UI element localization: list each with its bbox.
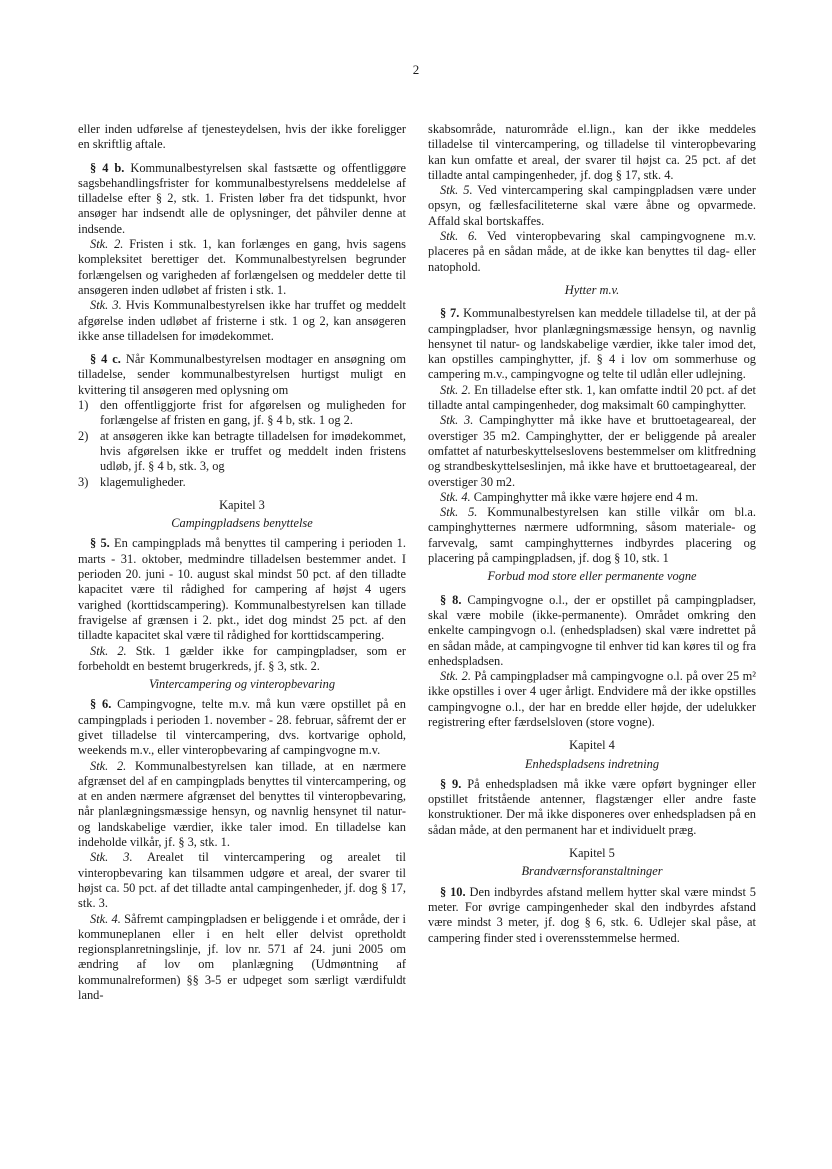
stk-text: Såfremt campingpladsen er beliggende i et område, der i kommuneplanen eller i en helt eller delvist opretholdt regionsplanretningslinje, jf. lov nr. 571 af 24. juni 2005 om ændring af lov om planlægning (Udmøntning af kommunalreformen) §§ 3-5 er udpeget som særligt værdifuldt land-: [78, 911, 406, 1003]
section-number: § 9.: [440, 776, 462, 791]
chapter-heading: Kapitel 4: [569, 738, 615, 753]
chapter-subheading: Campingpladsens benyttelse: [171, 516, 313, 531]
section-text: En campingplads må benyttes til campering i perioden 1. marts - 31. oktober, medmindre tilladelsen bestemmer andet. I perioden 20. juni - 10. august skal mindst 50 pct. af den tilladte kapacitet være til rådighed for campering af højst 4 ugers varighed (korttidscampering). Kommunalbestyrelsen kan tillade fravigelse af grænsen i 2. pkt., idet dog mindst 25 pct. af den tilladte kapacitet skal være til rådighed for korttidscampering.: [78, 536, 406, 643]
section-8: [428, 593, 756, 669]
stk-text: Kommunalbestyrelsen kan stille vilkår om bl.a. campinghytternes nærmere udformning, såsom materiale- og farvevalg, samt campinghytternes indbyrdes placering og placering på campingpladsen, jf. dog § 10, stk. 1: [428, 505, 756, 566]
stk-text: Stk. 1 gælder ikke for campingpladser, som er forbeholdt en bestemt brugerkreds, jf. § 3, stk. 2.: [78, 643, 406, 673]
section-text: På enhedspladsen må ikke være opført bygninger eller opstillet fritstående antenner, flagstænger eller andre faste konstruktioner. Der må ikke disponeres over enhedspladsen på en sådan måde, at den permanent har et individuelt præg.: [428, 776, 756, 837]
stk-label: Stk. 5.: [440, 183, 473, 198]
stk-label: Stk. 5.: [440, 505, 478, 520]
stk-text: Kommunalbestyrelsen kan tillade, at en nærmere afgrænset del af en campingplads benyttes til vintercampering, og at en anden nærmere afgrænset del benyttes til vinteropbevaring, når planlægningsmæssige hensyn, og navnlig hensynet til natur- og landskabelige værdier, ikke taler imod. En tilladelse kan indeholde vilkår, jf. § 3, stk. 1.: [78, 758, 406, 850]
section-number: § 5.: [90, 536, 110, 551]
section-4c: [78, 352, 406, 398]
stk-label: Stk. 4.: [440, 489, 471, 504]
section-text: Den indbyrdes afstand mellem hytter skal være mindst 5 meter. For øvrige campingenheder skal den indbyrdes afstand være mindst 3 meter, jf. dog § 6, stk. 6. Udlejer skal påse, at campering finder sted i overensstemmelse hermed.: [428, 884, 756, 945]
list-item: [78, 475, 406, 490]
section-4b: [78, 161, 406, 237]
stk-label: Stk. 2.: [90, 758, 127, 773]
section-5: [78, 536, 406, 643]
chapter-heading: Kapitel 3: [219, 497, 265, 512]
left-column: [78, 122, 406, 1003]
stk-label: Stk. 2.: [90, 237, 124, 252]
stk-text: Ved vintercampering skal campingpladsen være under opsyn, og fællesfaciliteterne skal være åbne og opvarmede. Affald skal bortskaffes.: [428, 183, 756, 228]
stk-label: Stk. 4.: [90, 911, 121, 926]
stk-text: Fristen i stk. 1, kan forlænges en gang, hvis sagens kompleksitet berettiger det. Kommunalbestyrelsen begrunder forlængelsen og varigheden af forlængelsen og meddeler dette til ansøgeren inden udløbet af fristen i stk. 1.: [78, 237, 406, 297]
list-item-text: klagemuligheder.: [100, 474, 186, 489]
section-6: [78, 697, 406, 758]
section-6-stk-4: [78, 912, 406, 1004]
section-number: § 4 c.: [90, 352, 121, 367]
list-item-number: 1): [78, 398, 89, 413]
section-6-stk-2: [78, 759, 406, 851]
stk-label: Stk. 3.: [90, 298, 122, 313]
stk-text: En tilladelse efter stk. 1, kan omfatte indtil 20 pct. af det tilladte antal campingenheder, dog maksimalt 60 campinghytter.: [428, 382, 756, 413]
stk-label: Stk. 3.: [440, 413, 474, 428]
section-subheading: Forbud mod store eller permanente vogne: [487, 569, 697, 584]
section-6-stk-5: [428, 183, 756, 229]
section-number: § 8.: [440, 592, 462, 607]
list-item-text: den offentliggjorte frist for afgørelsen og muligheden for forlængelse af fristen en gang, jf. § 4 b, stk. 1 og 2.: [100, 398, 406, 428]
chapter-heading: Kapitel 5: [569, 846, 615, 861]
chapter-subheading: Enhedspladsens indretning: [524, 756, 660, 771]
section-7-stk-5: [428, 505, 756, 566]
section-4b-stk-3: [78, 298, 406, 344]
intro-paragraph: eller inden udførelse af tjenesteydelsen, hvis der ikke foreligger en skriftlig aftale.: [78, 122, 406, 152]
list-item: [78, 429, 406, 475]
stk-label: Stk. 2.: [440, 669, 471, 684]
list-item-number: 2): [78, 428, 89, 443]
numbered-list: [78, 398, 406, 490]
section-6-stk-6: [428, 229, 756, 275]
section-7-stk-4: [428, 490, 756, 505]
page-number: 2: [412, 62, 420, 77]
stk-text: På campingpladser må campingvogne o.l. på over 25 m² ikke opstilles i over 4 uger årligt. Endvidere må der ikke opstilles campingvogne o.l., der har en bredde eller højde, der udelukker registrering efter færdselsloven (store vogne).: [428, 669, 756, 729]
section-text: Når Kommunalbestyrelsen modtager en ansøgning om tilladelse, sender kommunalbestyrelsen hurtigst muligt en kvittering til ansøgeren med oplysning om: [78, 352, 406, 397]
stk-text: Campinghytter må ikke have et bruttoetageareal, der overstiger 35 m2. Campinghytter, der er beliggende på arealer omfattet af naturbeskyttelseslovens bestemmelser om klitfredning og strandbeskyttelseslinjen, må ikke have et bruttoetageareal, der overstiger 30 m2.: [428, 413, 756, 489]
section-6-stk-3: [78, 850, 406, 911]
section-10: [428, 885, 756, 946]
section-text: Campingvogne, telte m.v. må kun være opstillet på en campingplads i perioden 1. november - 28. februar, såfremt der er givet tilladelse til vintercampering, dvs. kortvarige ophold, weekends m.v., eller vinteropbevaring af campingvogne m.v.: [78, 697, 406, 758]
chapter-subheading: Brandværnsforanstaltninger: [521, 864, 663, 879]
stk-label: Stk. 2.: [90, 643, 127, 658]
section-text: Kommunalbestyrelsen skal fastsætte og offentliggøre sagsbehandlingsfrister for kommunalbestyrelsens meddelelse af tilladelse efter § 2, stk. 1. Fristen løber fra det tidspunkt, hvor ansøger har indsendt alle de oplysninger, det påhviler denne at indsende.: [78, 160, 406, 236]
stk-text: Hvis Kommunalbestyrelsen ikke har truffet og meddelt afgørelse inden udløbet af fristerne i stk. 1 og 2, kan ansøgeren ikke anse tilladelsen for imødekommet.: [78, 298, 406, 343]
stk-label: Stk. 6.: [440, 229, 478, 244]
section-9: [428, 777, 756, 838]
list-item-number: 3): [78, 474, 89, 489]
list-item-text: at ansøgeren ikke kan betragte tilladelsen for imødekommet, hvis afgørelsen ikke er truffet og meddelt inden fristens udløb, jf. § 4 b, stk. 3, og: [100, 428, 406, 474]
list-item: [78, 398, 406, 429]
section-text: Kommunalbestyrelsen kan meddele tilladelse til, at der på campingpladser, hvor planlægningsmæssige hensyn, og navnlig hensynet til natur- og landskabelige værdier, ikke taler imod det, kan opstilles campinghytter, jf. § 4 i lov om sommerhuse og campering m.v., campingvogne og telte til udlån eller udlejning.: [428, 306, 756, 382]
section-4b-stk-2: [78, 237, 406, 298]
stk-text: Arealet til vintercampering og arealet til vinteropbevaring kan tilsammen udgøre et areal, der svarer til højst ca. 50 pct. af det tilladte antal campingenheder, jf. dog § 17, stk. 3.: [78, 850, 406, 911]
section-number: § 6.: [90, 697, 112, 712]
section-subheading: Hytter m.v.: [564, 282, 620, 297]
stk-label: Stk. 2.: [440, 382, 471, 397]
right-column: [428, 122, 756, 946]
section-number: § 4 b.: [90, 160, 125, 175]
section-7: [428, 306, 756, 382]
section-text: Campingvogne o.l., der er opstillet på campingpladser, skal være mobile (ikke-permanente). Området omkring den enkelte campingvogn o.l. (enhedspladsen) skal være indrettet på en sådan måde, at campingvogne til enhver tid kan køres til og fra enhedspladsen.: [428, 592, 756, 668]
stk-text: Campinghytter må ikke være højere end 4 m.: [470, 489, 699, 504]
section-7-stk-2: [428, 383, 756, 414]
section-7-stk-3: [428, 413, 756, 489]
section-6-continuation: skabsområde, naturområde el.lign., kan der ikke meddeles tilladelse til vintercampering, og tilladelse til vinteropbevaring kan kun omfatte et areal, der svarer til højst ca. 25 pct. af det tilladte antal campingenheder, jf. dog § 17, stk. 4.: [428, 122, 756, 182]
section-subheading: Vintercampering og vinteropbevaring: [148, 677, 336, 692]
stk-text: Ved vinteropbevaring skal campingvognene m.v. placeres på en sådan måde, at de ikke kan benyttes til dag- eller natophold.: [428, 229, 756, 274]
section-number: § 7.: [440, 306, 460, 321]
section-8-stk-2: [428, 669, 756, 730]
stk-label: Stk. 3.: [90, 850, 133, 865]
section-number: § 10.: [440, 884, 466, 899]
section-5-stk-2: [78, 644, 406, 675]
